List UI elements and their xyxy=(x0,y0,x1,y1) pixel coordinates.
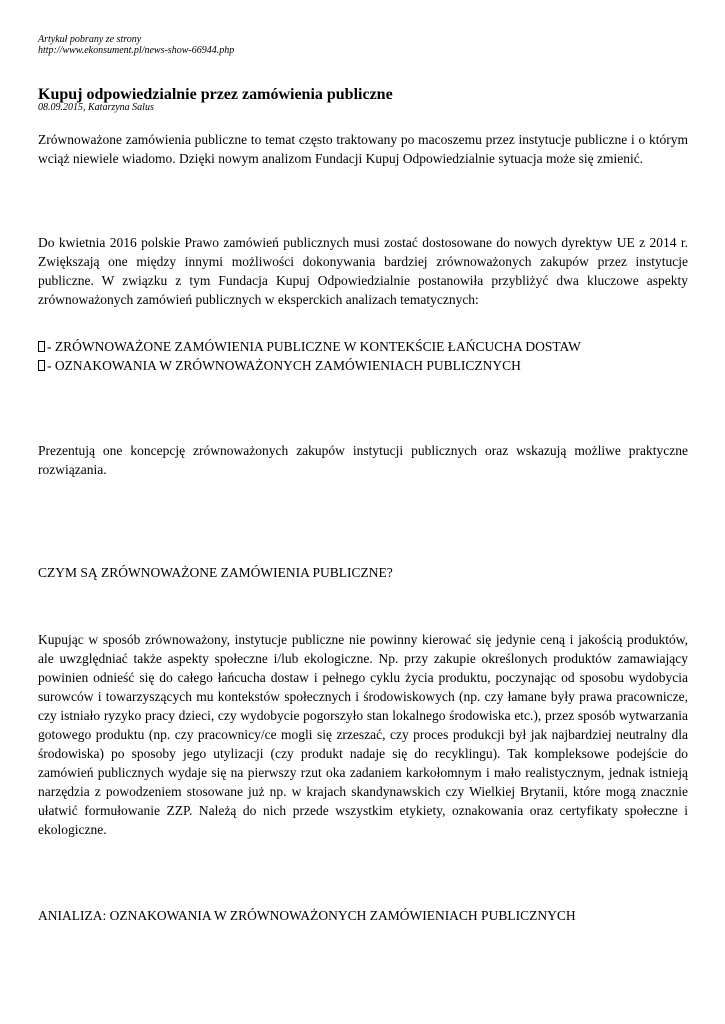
source-label: Artykuł pobrany ze strony xyxy=(38,34,142,45)
section-heading-analiza: ANIALIZA: OZNAKOWANIA W ZRÓWNOWAŻONYCH ZAMÓWIENIACH PUBLICZNYCH xyxy=(38,908,576,923)
paragraph-koncepcja: Prezentują one koncepcję zrównoważonych zakupów instytucji publicznych oraz wskazują możliwe praktyczne rozwiązania. xyxy=(38,443,688,477)
list-item xyxy=(38,356,688,375)
list-item-text: - OZNAKOWANIA W ZRÓWNOWAŻONYCH ZAMÓWIENIACH PUBLICZNYCH xyxy=(47,358,521,373)
paragraph-dyrektywy: Do kwietnia 2016 polskie Prawo zamówień publicznych musi zostać dostosowane do nowych dyrektyw UE z 2014 r. Zwiększają one między innymi możliwości dokonywania bardziej zrównoważonych zakupów przez instytucje publiczne. W związku z tym Fundacja Kupuj Odpowiedzialnie postanowiła przybliżyć dwa kluczowe aspekty zrównoważonych zamówień publicznych w eksperckich analizach tematycznych: xyxy=(38,235,688,307)
list-item xyxy=(38,337,688,356)
section-heading-czym-sa: CZYM SĄ ZRÓWNOWAŻONE ZAMÓWIENIA PUBLICZNE? xyxy=(38,565,393,580)
source-note xyxy=(38,34,234,56)
bullet-box-icon xyxy=(38,341,45,352)
list-item-text: - ZRÓWNOWAŻONE ZAMÓWIENIA PUBLICZNE W KONTEKŚCIE ŁAŃCUCHA DOSTAW xyxy=(47,339,581,354)
source-url[interactable]: http://www.ekonsument.pl/news-show-66944.php xyxy=(38,45,235,56)
article-title: Kupuj odpowiedzialnie przez zamówienia publiczne xyxy=(38,86,393,103)
paragraph-kupujac: Kupując w sposób zrównoważony, instytucje publiczne nie powinny kierować się jedynie ceną i jakością produktów, ale uwzględniać także aspekty społeczne i/lub ekologiczne. Np. przy zakupie określonych produktów zamawiający powinien odnieść się do całego łańcucha dostaw i pełnego cyklu życia produktu, poczynając od sposobu wydobycia surowców i towarzyszących mu kontekstów społecznych i środowiskowych (np. czy łamane były prawa pracownicze, czy istniało ryzyko pracy dzieci, czy wydobycie pogorszyło stan lokalnego środowiska etc.), przez sposób wytwarzania gotowego produktu (np. czy pracownicy/ce mogli się zrzeszać, czy proces produkcji był jak najbardziej neutralny dla środowiska) po sposoby jego utylizacji (czy produkt nadaje się do recyklingu). Tak kompleksowe podejście do zamówień publicznych wydaje się na pierwszy rzut oka zadaniem karkołomnym i mało realistycznym, jednak istnieją narzędzia z powodzeniem stosowane już np. w krajach skandynawskich czy Wielkiej Brytanii, które mogą znacznie ułatwić formułowanie ZZP. Należą do nich przede wszystkim etykiety, oznakowania oraz certyfikaty społeczne i ekologiczne. xyxy=(38,632,688,837)
analysis-list xyxy=(38,337,688,375)
article-byline: 08.09.2015, Katarzyna Salus xyxy=(38,102,154,113)
bullet-box-icon xyxy=(38,360,45,371)
intro-paragraph: Zrównoważone zamówienia publiczne to temat często traktowany po macoszemu przez instytucje publiczne i o którym wciąż niewiele wiadomo. Dzięki nowym analizom Fundacji Kupuj Odpowiedzialnie sytuacja może się zmienić. xyxy=(38,132,688,166)
